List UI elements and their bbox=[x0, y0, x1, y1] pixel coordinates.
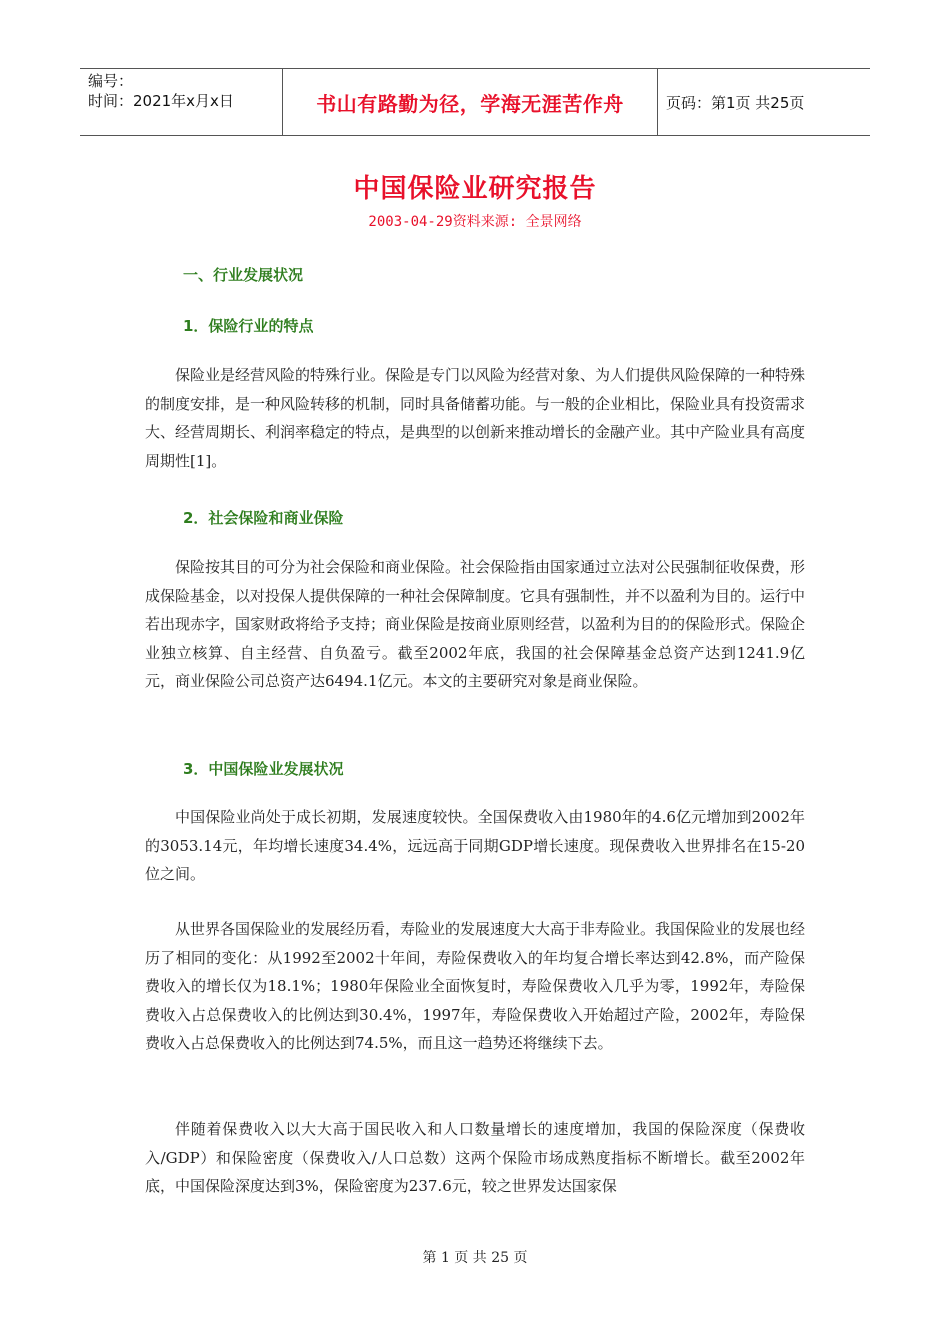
subsection-heading-2: 2．社会保险和商业保险 bbox=[183, 509, 344, 527]
header-meta bbox=[80, 69, 282, 135]
time-label: 时间：2021年x月x日 bbox=[88, 92, 234, 110]
paragraph-2: 保险按其目的可分为社会保险和商业保险。社会保险指由国家通过立法对公民强制征收保费，形成保险基金，以对投保人提供保障的一种社会保障制度。它具有强制性，并不以盈利为目的。运行中若出现赤字，国家财政将给予支持；商业保险是按商业原则经营，以盈利为目的的保险形式。保险企业独立核算、自主经营、自负盈亏。截至2002年底，我国的社会保障基金总资产达到1241.9亿元，商业保险公司总资产达6494.1亿元。本文的主要研究对象是商业保险。 bbox=[145, 558, 806, 691]
page-code-text: 页码：第1页 共25页 bbox=[666, 93, 805, 112]
paragraph-5: 伴随着保费收入以大大高于国民收入和人口数量增长的速度增加，我国的保险深度（保费收入/GDP）和保险密度（保费收入/人口总数）这两个保险市场成熟度指标不断增长。截至2002年底，中国保险深度达到3%，保险密度为237.6元，较之世界发达国家保 bbox=[145, 1120, 805, 1196]
motto-text: 书山有路勤为径，学海无涯苦作舟 bbox=[316, 91, 624, 116]
document-title: 中国保险业研究报告 bbox=[353, 174, 597, 204]
subsection-heading-1: 1．保险行业的特点 bbox=[183, 317, 314, 335]
header-motto-cell bbox=[282, 69, 658, 135]
page-footer: 第 1 页 共 25 页 bbox=[422, 1250, 528, 1266]
paragraph-4: 从世界各国保险业的发展经历看，寿险业的发展速度大大高于非寿险业。我国保险业的发展也经历了相同的变化：从1992至2002十年间，寿险保费收入的年均复合增长率达到42.8%，而产险保费收入的增长仅为18.1%；1980年保险业全面恢复时，寿险保费收入几乎为零，1992年，寿险保费收入占总保费收入的比例达到30.4%，1997年，寿险保费收入开始超过产险，2002年，寿险保费收入占总保费收入的比例达到74.5%，而且这一趋势还将继续下去。 bbox=[145, 920, 806, 1053]
section-heading-1: 一、行业发展状况 bbox=[183, 266, 304, 284]
paragraph-1: 保险业是经营风险的特殊行业。保险是专门以风险为经营对象、为人们提供风险保障的一种特殊的制度安排，是一种风险转移的机制，同时具备储蓄功能。与一般的企业相比，保险业具有投资需求大、经营周期长、利润率稳定的特点，是典型的以创新来推动增长的金融产业。其中产险业具有高度周期性[1]。 bbox=[145, 366, 806, 470]
header-page-code bbox=[658, 69, 870, 135]
subsection-heading-3: 3．中国保险业发展状况 bbox=[183, 760, 344, 778]
paragraph-3: 中国保险业尚处于成长初期，发展速度较快。全国保费收入由1980年的4.6亿元增加到2002年的3053.14元，年均增长速度34.4%，远远高于同期GDP增长速度。现保费收入世界排名在15-20位之间。 bbox=[145, 808, 805, 884]
document-header bbox=[80, 68, 870, 136]
number-label: 编号： bbox=[88, 72, 134, 90]
document-source: 2003-04-29资料来源: 全景网络 bbox=[368, 214, 582, 230]
